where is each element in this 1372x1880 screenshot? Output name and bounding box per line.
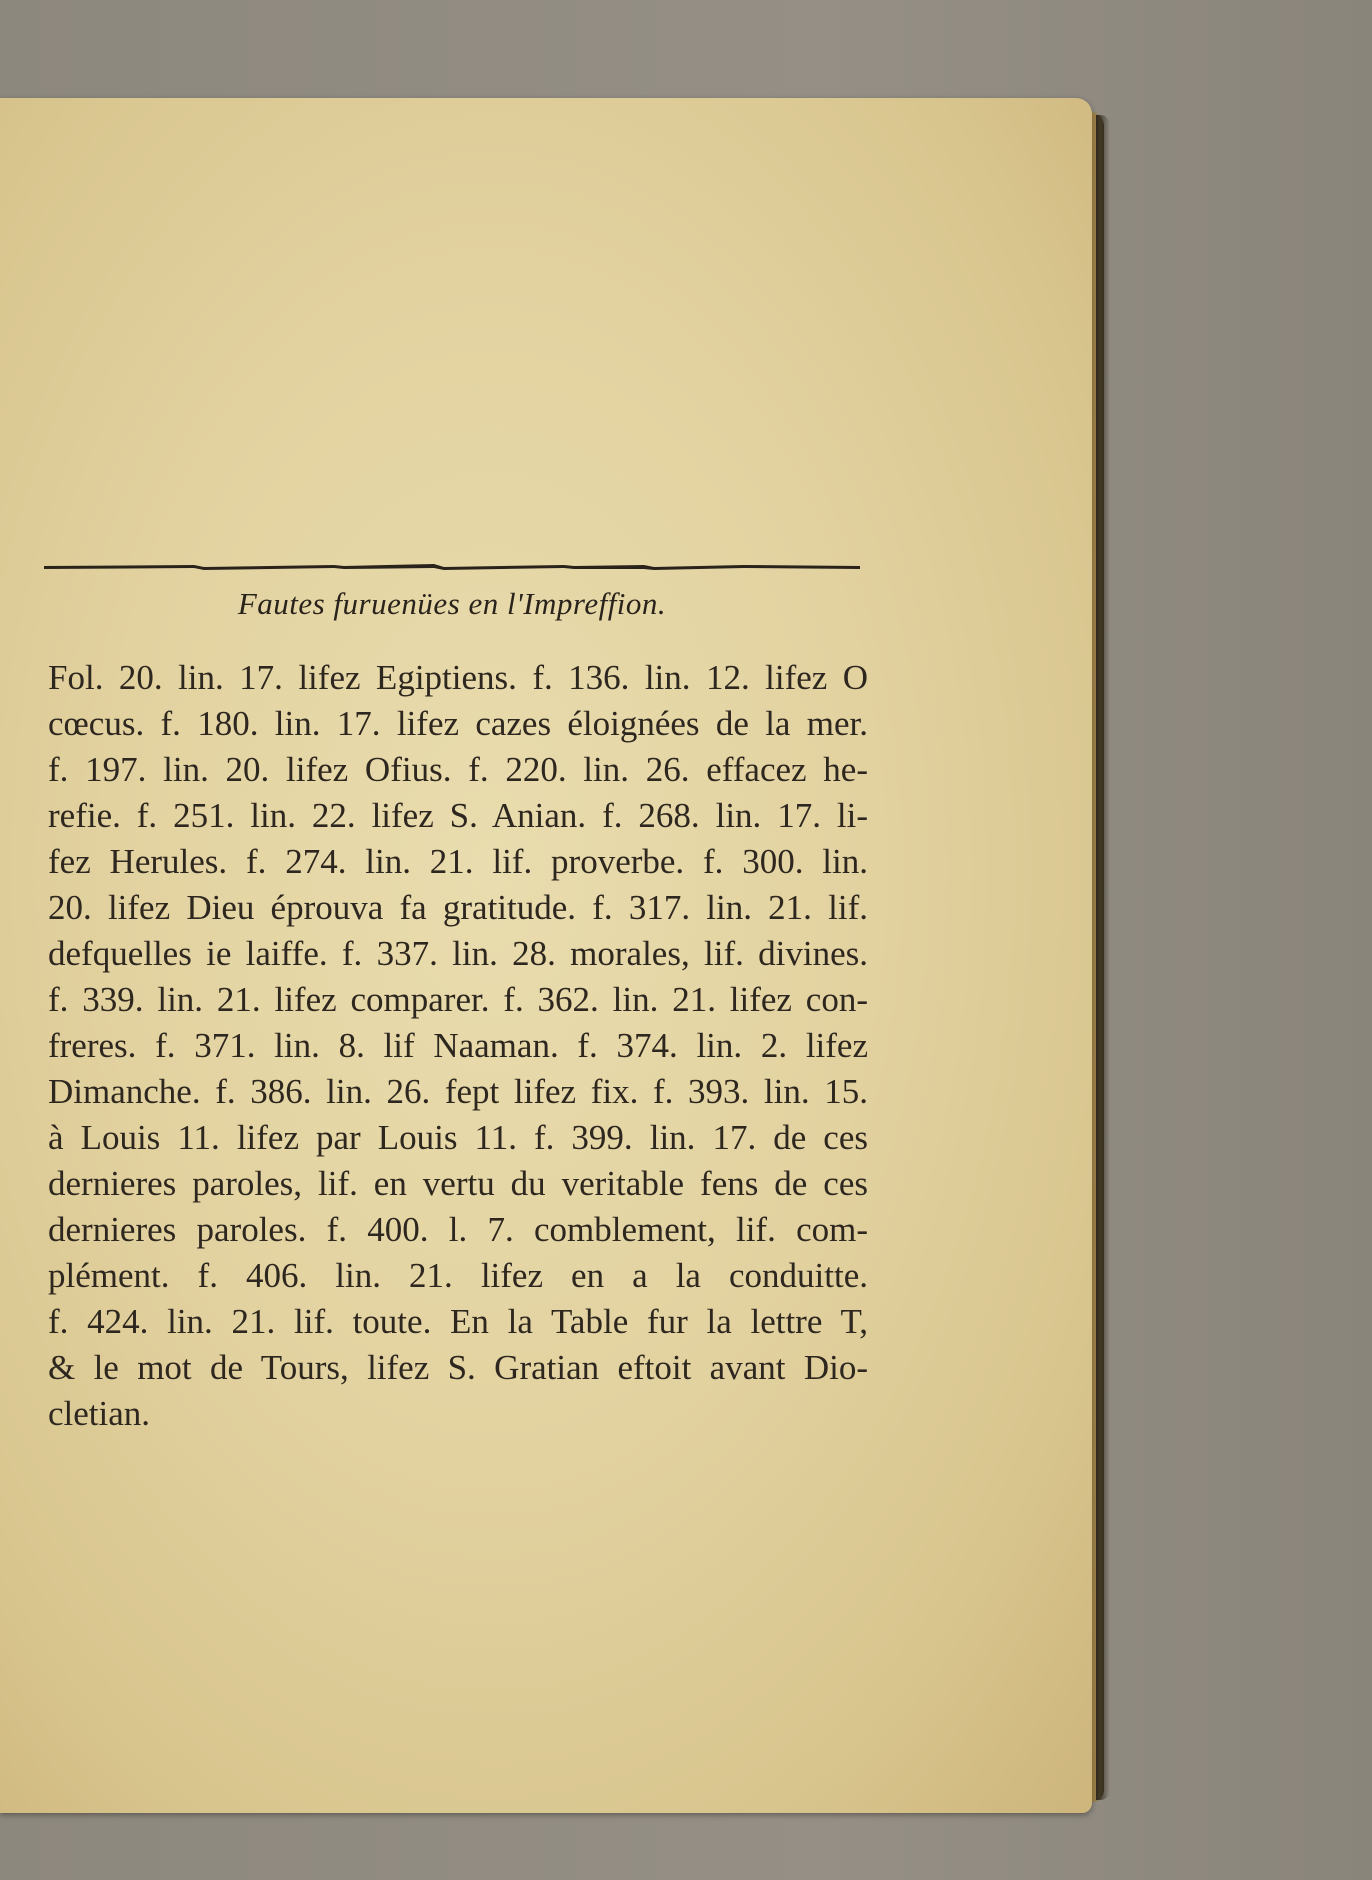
errata-line: f. 197. lin. 20. lifez Ofius. f. 220. lin. 26. effacez he- (48, 750, 868, 789)
errata-line: dernieres paroles, lif. en vertu du veritable fens de ces (48, 1164, 868, 1203)
errata-line: freres. f. 371. lin. 8. lif Naaman. f. 374. lin. 2. lifez (48, 1026, 868, 1065)
book-page (0, 98, 1092, 1813)
errata-line: f. 339. lin. 21. lifez comparer. f. 362. lin. 21. lifez con- (48, 980, 868, 1019)
errata-line: Dimanche. f. 386. lin. 26. fept lifez fix. f. 393. lin. 15. (48, 1072, 868, 1111)
errata-line: cœcus. f. 180. lin. 17. lifez cazes éloignées de la mer. (48, 704, 868, 743)
errata-text-block (48, 655, 868, 1437)
errata-line: 20. lifez Dieu éprouva fa gratitude. f. 317. lin. 21. lif. (48, 888, 868, 927)
errata-line: à Louis 11. lifez par Louis 11. f. 399. lin. 17. de ces (48, 1118, 868, 1157)
errata-line: fez Herules. f. 274. lin. 21. lif. proverbe. f. 300. lin. (48, 842, 868, 881)
errata-line: refie. f. 251. lin. 22. lifez S. Anian. f. 268. lin. 17. li- (48, 796, 868, 835)
errata-line: dernieres paroles. f. 400. l. 7. comblement, lif. com- (48, 1210, 868, 1249)
errata-line: Fol. 20. lin. 17. lifez Egiptiens. f. 136. lin. 12. lifez O (48, 658, 868, 697)
errata-line: plément. f. 406. lin. 21. lifez en a la conduitte. (48, 1256, 868, 1295)
running-head: Fautes furuenües en l'Impreffion. (237, 586, 667, 621)
ornamental-rule (44, 560, 860, 572)
errata-line: defquelles ie laiffe. f. 337. lin. 28. morales, lif. divines. (48, 934, 868, 973)
book-spine-shadow (1096, 115, 1110, 1800)
errata-line: cletian. (48, 1394, 151, 1433)
errata-line: & le mot de Tours, lifez S. Gratian eftoit avant Dio- (48, 1348, 868, 1387)
errata-line: f. 424. lin. 21. lif. toute. En la Table fur la lettre T, (48, 1302, 868, 1341)
